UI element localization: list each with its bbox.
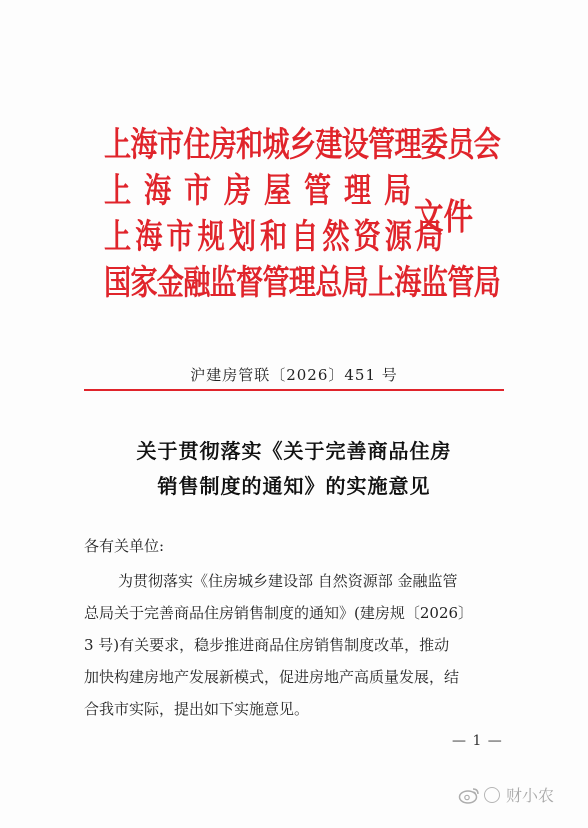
at-circle-icon — [484, 787, 500, 803]
salutation: 各有关单位: — [84, 537, 165, 555]
red-divider-line — [84, 389, 504, 391]
body-line: 总局关于完善商品住房销售制度的通知》(建房规〔2026〕 — [84, 604, 474, 622]
watermark — [458, 783, 554, 806]
body-line: 加快构建房地产发展新模式，促进房地产高质量发展，结 — [84, 668, 460, 686]
agency-name-housing-administration: 上海市房屋管理局 — [104, 171, 424, 211]
watermark-text: 财小农 — [506, 786, 555, 805]
agency-name-housing-construction: 上海市住房和城乡建设管理委员会 — [104, 125, 500, 165]
agency-name-planning-resources: 上海市规划和自然资源局 — [104, 217, 448, 257]
body-line: 合我市实际，提出如下实施意见。 — [84, 700, 310, 718]
page-number: — 1 — — [452, 733, 503, 749]
document-type-label: 文件 — [414, 197, 474, 238]
body-line: 为贯彻落实《住房城乡建设部 自然资源部 金融监管 — [118, 572, 458, 590]
body-line: 3 号)有关要求，稳步推进商品住房销售制度改革，推动 — [84, 636, 450, 654]
document-title-line-2: 销售制度的通知》的实施意见 — [157, 474, 431, 498]
document-title-line-1: 关于贯彻落实《关于完善商品住房 — [136, 439, 452, 463]
weibo-logo-icon — [458, 786, 480, 804]
document-number: 沪建房管联〔2026〕451 号 — [190, 366, 398, 384]
agency-name-financial-regulation: 国家金融监督管理总局上海监管局 — [104, 263, 500, 303]
